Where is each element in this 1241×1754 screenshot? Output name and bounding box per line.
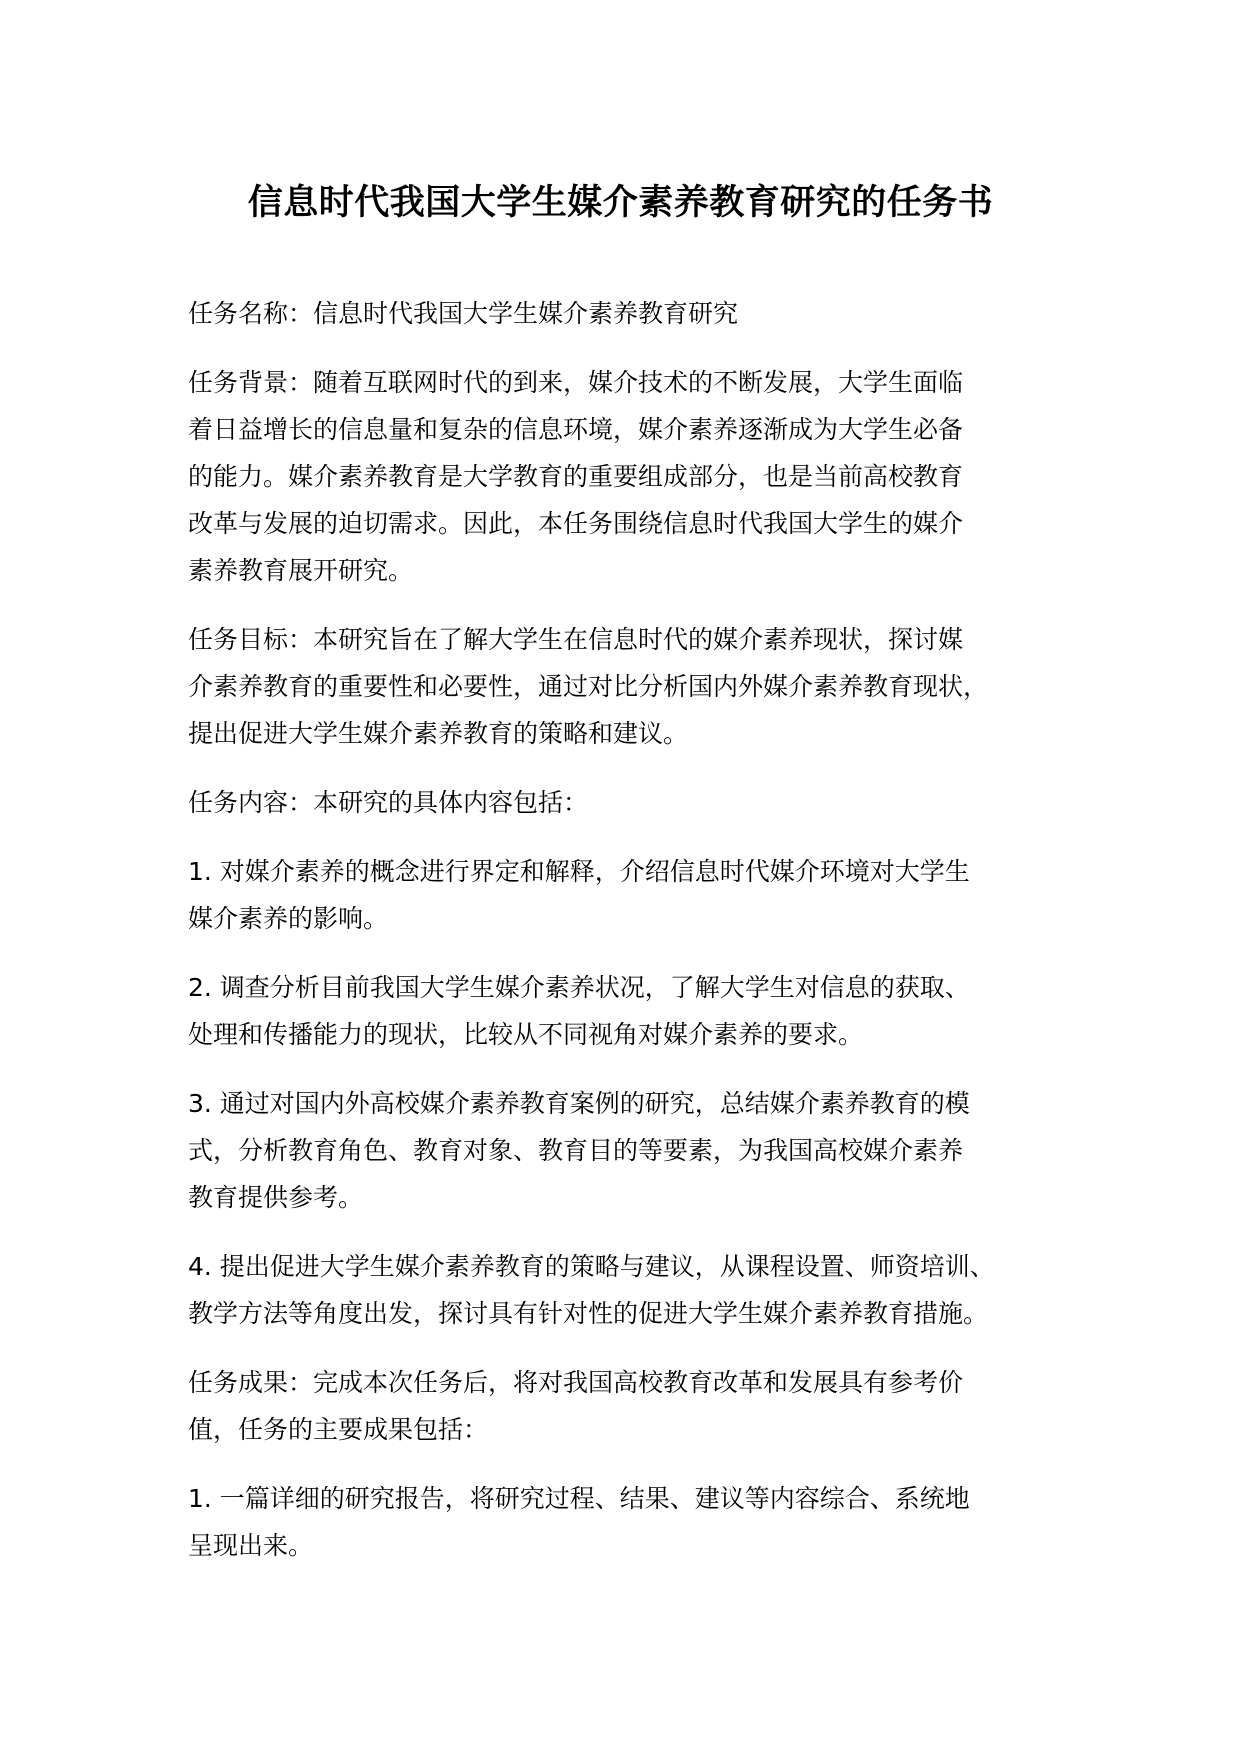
text-line: 任务成果：完成本次任务后，将对我国高校教育改革和发展具有参考价 <box>188 1368 964 1397</box>
text-line: 教育提供参考。 <box>188 1183 364 1212</box>
document-body <box>188 290 1088 1591</box>
list-item-content-3 <box>188 1080 1088 1221</box>
list-item-results-1 <box>188 1475 1088 1569</box>
text-line: 媒介素养的影响。 <box>188 904 389 933</box>
text-line: 任务名称：信息时代我国大学生媒介素养教育研究 <box>188 299 739 328</box>
text-line: 2. 调查分析目前我国大学生媒介素养状况，了解大学生对信息的获取、 <box>188 973 970 1002</box>
paragraph-task-goal <box>188 616 1088 757</box>
text-line: 1. 一篇详细的研究报告，将研究过程、结果、建议等内容综合、系统地 <box>188 1484 970 1513</box>
text-line: 值，任务的主要成果包括： <box>188 1415 489 1444</box>
paragraph-task-results <box>188 1359 1088 1453</box>
text-line: 着日益增长的信息量和复杂的信息环境，媒介素养逐渐成为大学生必备 <box>188 415 964 444</box>
text-line: 呈现出来。 <box>188 1531 314 1560</box>
text-line: 式，分析教育角色、教育对象、教育目的等要素，为我国高校媒介素养 <box>188 1136 964 1165</box>
text-line: 1. 对媒介素养的概念进行界定和解释，介绍信息时代媒介环境对大学生 <box>188 857 970 886</box>
text-line: 任务内容：本研究的具体内容包括： <box>188 788 589 817</box>
text-line: 改革与发展的迫切需求。因此，本任务围绕信息时代我国大学生的媒介 <box>188 509 964 538</box>
list-item-content-1 <box>188 848 1088 942</box>
document-title: 信息时代我国大学生媒介素养教育研究的任务书 <box>247 183 994 223</box>
text-line: 教学方法等角度出发，探讨具有针对性的促进大学生媒介素养教育措施。 <box>188 1299 989 1328</box>
text-line: 的能力。媒介素养教育是大学教育的重要组成部分，也是当前高校教育 <box>188 462 964 491</box>
paragraph-task-name <box>188 290 1088 337</box>
text-line: 任务目标：本研究旨在了解大学生在信息时代的媒介素养现状，探讨媒 <box>188 625 964 654</box>
paragraph-task-content <box>188 779 1088 826</box>
text-line: 素养教育展开研究。 <box>188 556 414 585</box>
paragraph-task-background <box>188 359 1088 594</box>
text-line: 4. 提出促进大学生媒介素养教育的策略与建议，从课程设置、师资培训、 <box>188 1252 995 1281</box>
text-line: 介素养教育的重要性和必要性，通过对比分析国内外媒介素养教育现状， <box>188 672 989 701</box>
list-item-content-2 <box>188 964 1088 1058</box>
text-line: 处理和传播能力的现状，比较从不同视角对媒介素养的要求。 <box>188 1020 864 1049</box>
text-line: 任务背景：随着互联网时代的到来，媒介技术的不断发展，大学生面临 <box>188 368 964 397</box>
text-line: 提出促进大学生媒介素养教育的策略和建议。 <box>188 719 689 748</box>
list-item-content-4 <box>188 1243 1088 1337</box>
text-line: 3. 通过对国内外高校媒介素养教育案例的研究，总结媒介素养教育的模 <box>188 1089 970 1118</box>
